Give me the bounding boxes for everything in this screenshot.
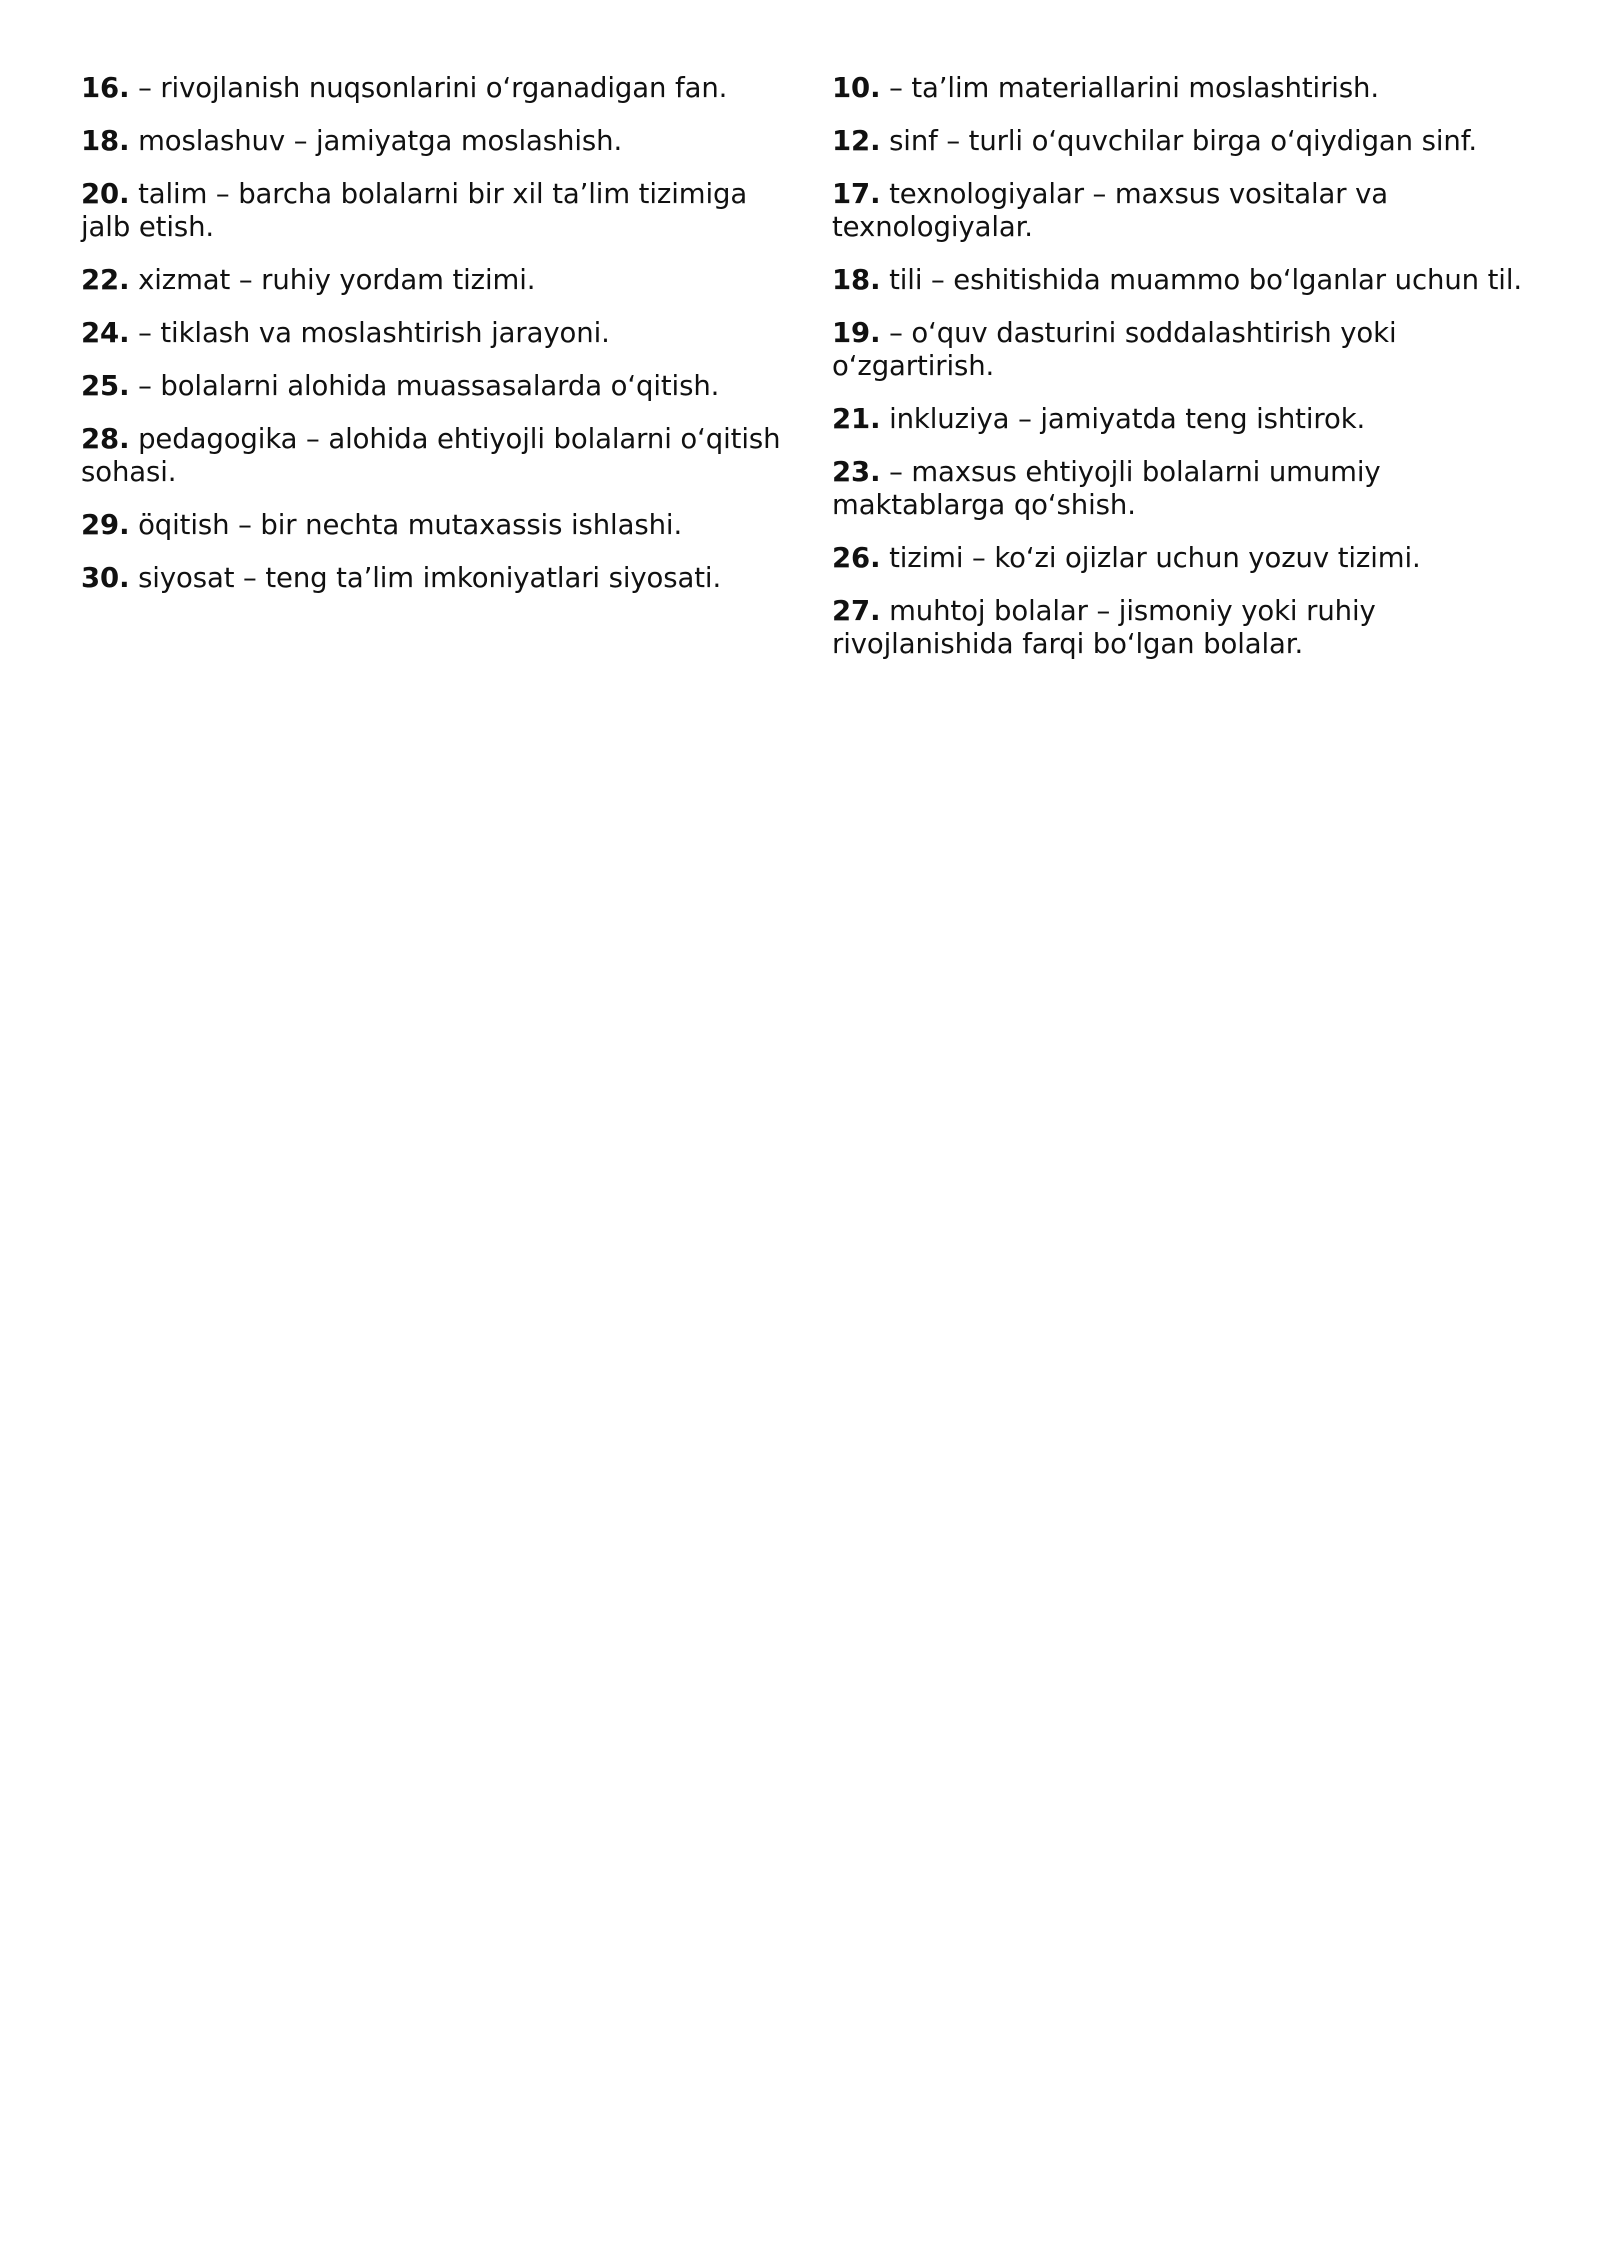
entry-text: – maxsus ehtiyojli bolalarni umumiy maktablarga qo‘shish. (832, 456, 1381, 521)
list-item (81, 178, 791, 244)
entry-text: texnologiyalar – maxsus vositalar va texnologiyalar. (832, 178, 1389, 243)
entry-number: 24. (81, 317, 130, 349)
list-item (832, 542, 1542, 575)
entry-text: talim – barcha bolalarni bir xil ta’lim tizimiga jalb etish. (81, 178, 748, 243)
list-item (81, 72, 791, 105)
list-item (81, 125, 791, 158)
list-item (832, 456, 1542, 522)
entry-number: 23. (832, 456, 881, 488)
entry-text: öqitish – bir nechta mutaxassis ishlashi. (129, 509, 683, 541)
entry-number: 19. (832, 317, 881, 349)
entry-number: 21. (832, 403, 881, 435)
entry-text: – rivojlanish nuqsonlarini o‘rganadigan fan. (129, 72, 728, 104)
entry-number: 26. (832, 542, 881, 574)
entry-text: xizmat – ruhiy yordam tizimi. (129, 264, 536, 296)
list-item (81, 423, 791, 489)
entry-text: sinf – turli o‘quvchilar birga o‘qiydigan sinf. (880, 125, 1477, 157)
entry-number: 27. (832, 595, 881, 627)
left-column (81, 72, 791, 615)
list-item (832, 264, 1542, 297)
entry-text: moslashuv – jamiyatga moslashish. (129, 125, 623, 157)
list-item (832, 317, 1542, 383)
list-item (832, 72, 1542, 105)
list-item (832, 125, 1542, 158)
entry-text: muhtoj bolalar – jismoniy yoki ruhiy rivojlanishida farqi bo‘lgan bolalar. (832, 595, 1376, 660)
entry-text: – o‘quv dasturini soddalashtirish yoki o‘zgartirish. (832, 317, 1397, 382)
entry-text: pedagogika – alohida ehtiyojli bolalarni o‘qitish sohasi. (81, 423, 781, 488)
entry-number: 17. (832, 178, 881, 210)
entry-number: 30. (81, 562, 130, 594)
list-item (832, 403, 1542, 436)
entry-number: 18. (832, 264, 881, 296)
entry-text: inkluziya – jamiyatda teng ishtirok. (880, 403, 1366, 435)
entry-number: 28. (81, 423, 130, 455)
entry-number: 16. (81, 72, 130, 104)
list-item (832, 178, 1542, 244)
entry-number: 18. (81, 125, 130, 157)
entry-text: – bolalarni alohida muassasalarda o‘qitish. (129, 370, 720, 402)
list-item (81, 509, 791, 542)
list-item (81, 370, 791, 403)
entry-number: 12. (832, 125, 881, 157)
list-item (832, 595, 1542, 661)
entry-number: 20. (81, 178, 130, 210)
entry-text: – ta’lim materiallarini moslashtirish. (880, 72, 1380, 104)
entry-number: 10. (832, 72, 881, 104)
list-item (81, 317, 791, 350)
entry-text: tizimi – ko‘zi ojizlar uchun yozuv tizimi. (880, 542, 1421, 574)
list-item (81, 562, 791, 595)
entry-text: siyosat – teng ta’lim imkoniyatlari siyosati. (129, 562, 722, 594)
entry-number: 25. (81, 370, 130, 402)
entry-number: 22. (81, 264, 130, 296)
list-item (81, 264, 791, 297)
entry-text: tili – eshitishida muammo bo‘lganlar uchun til. (880, 264, 1523, 296)
entry-number: 29. (81, 509, 130, 541)
right-column (832, 72, 1542, 681)
entry-text: – tiklash va moslashtirish jarayoni. (129, 317, 610, 349)
